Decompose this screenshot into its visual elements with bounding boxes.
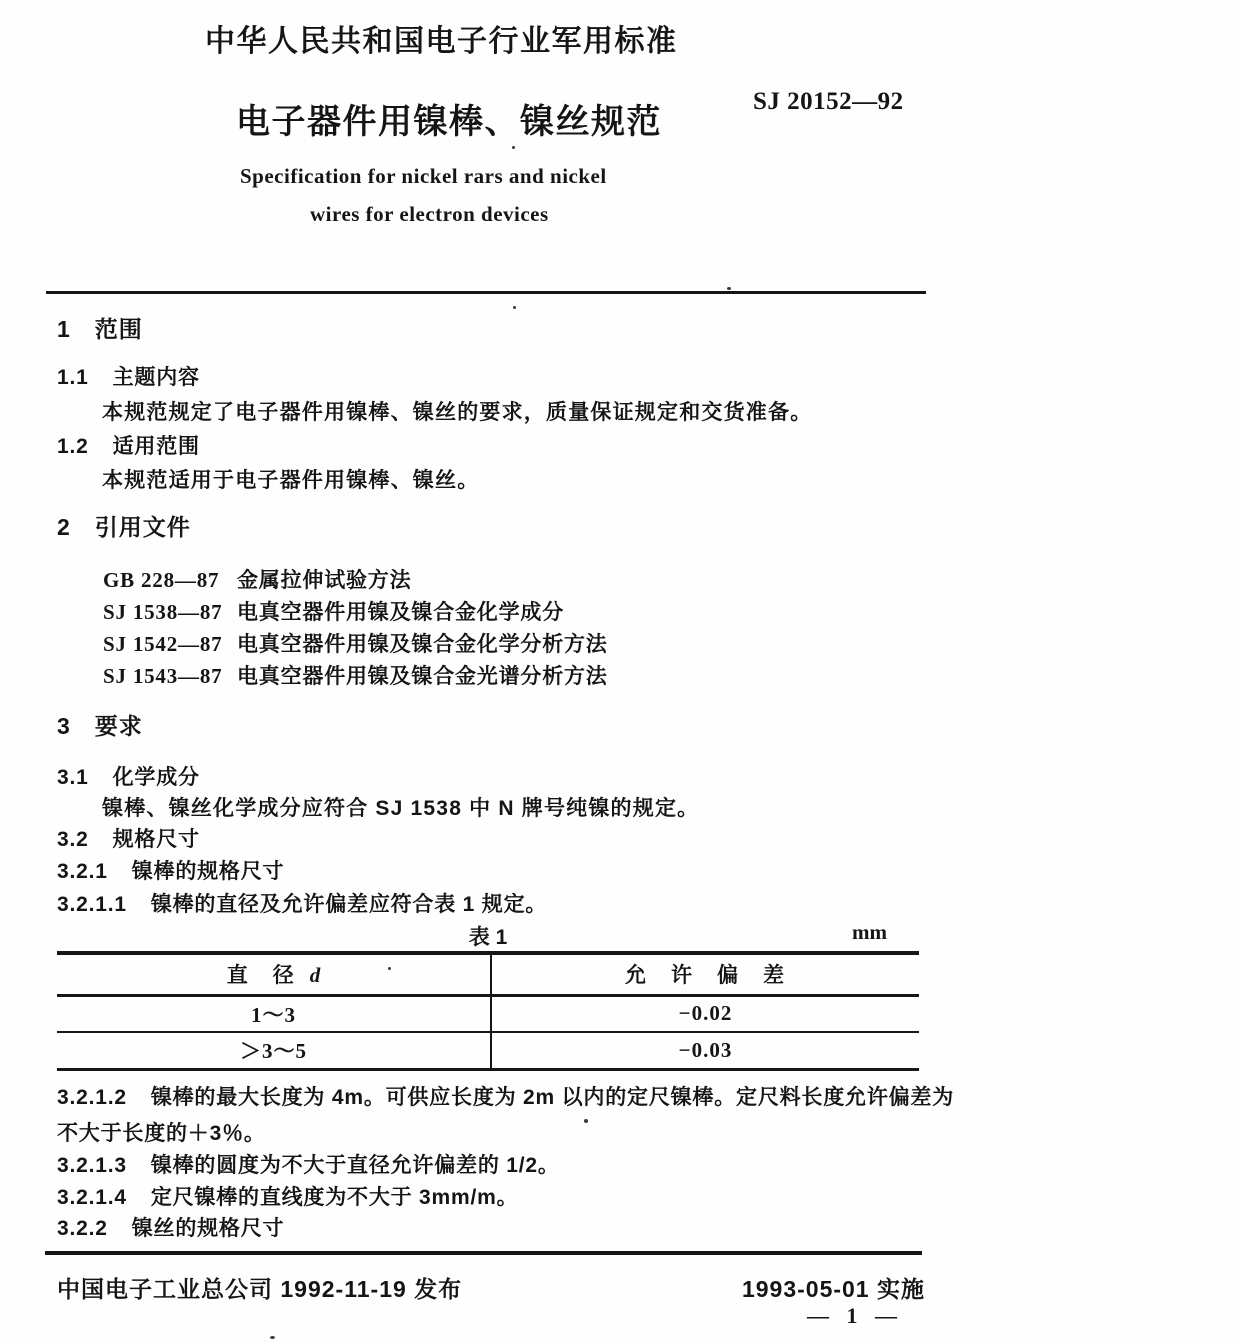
reference-item bbox=[103, 596, 564, 626]
tolerance-cell: −0.03 bbox=[491, 1032, 919, 1069]
reference-code: SJ 1542—87 bbox=[103, 632, 223, 656]
scan-artifact bbox=[727, 287, 731, 290]
section-3-label: 要求 bbox=[94, 713, 143, 739]
table-row bbox=[57, 1032, 919, 1069]
scan-artifact bbox=[513, 306, 516, 309]
scan-artifact bbox=[512, 146, 515, 149]
section-3-number: 3 bbox=[57, 713, 71, 739]
reference-item bbox=[103, 628, 608, 658]
clause-3-2-number: 3.2 bbox=[57, 828, 89, 851]
standard-authority-header: 中华人民共和国电子行业军用标准 bbox=[205, 25, 678, 58]
reference-code: SJ 1538—87 bbox=[103, 600, 223, 624]
clause-3-2-1-2-text-line1: 镍棒的最大长度为 4m。可供应长度为 2m 以内的定尺镍棒。定尺料长度允许偏差为 bbox=[150, 1086, 955, 1109]
reference-title: 电真空器件用镍及镍合金光谱分析方法 bbox=[237, 665, 608, 688]
clause-3-2-2-heading bbox=[57, 1212, 284, 1242]
clause-3-2-1-2-number: 3.2.1.2 bbox=[57, 1086, 127, 1109]
clause-3-2-1-3-heading bbox=[57, 1149, 560, 1179]
clause-3-2-label: 规格尺寸 bbox=[112, 828, 200, 851]
table-1 bbox=[57, 951, 919, 1071]
section-1-number: 1 bbox=[57, 316, 71, 342]
clause-3-2-1-1-heading bbox=[57, 888, 547, 918]
clause-1-2-number: 1.2 bbox=[57, 435, 89, 458]
clause-1-1-paragraph: 本规范规定了电子器件用镍棒、镍丝的要求，质量保证规定和交货准备。 bbox=[102, 401, 813, 424]
clause-1-1-number: 1.1 bbox=[57, 366, 89, 389]
clause-3-1-label: 化学成分 bbox=[112, 766, 200, 789]
section-3-heading bbox=[57, 708, 143, 741]
page-number: — 1 — bbox=[807, 1303, 903, 1328]
clause-3-2-2-number: 3.2.2 bbox=[57, 1217, 108, 1240]
clause-3-2-1-2-line1 bbox=[57, 1081, 954, 1111]
clause-3-2-1-label: 镍棒的规格尺寸 bbox=[131, 860, 285, 883]
clause-3-2-1-1-label: 镍棒的直径及允许偏差应符合表 1 规定。 bbox=[150, 893, 548, 916]
clause-1-1-label: 主题内容 bbox=[112, 366, 200, 389]
clause-3-2-1-4-number: 3.2.1.4 bbox=[57, 1186, 127, 1209]
footer-issue-statement: 中国电子工业总公司 1992-11-19 发布 bbox=[57, 1276, 463, 1302]
clause-1-1-heading bbox=[57, 361, 200, 391]
clause-1-2-paragraph: 本规范适用于电子器件用镍棒、镍丝。 bbox=[102, 469, 480, 492]
table-1-unit: mm bbox=[852, 920, 887, 944]
scan-artifact bbox=[270, 1336, 275, 1339]
table-row bbox=[57, 995, 919, 1032]
reference-title: 金属拉伸试验方法 bbox=[237, 569, 412, 592]
footer-divider-rule bbox=[45, 1251, 922, 1255]
clause-3-2-1-heading bbox=[57, 855, 284, 885]
reference-title: 电真空器件用镍及镍合金化学分析方法 bbox=[237, 633, 608, 656]
section-2-label: 引用文件 bbox=[94, 514, 191, 540]
clause-3-2-1-3-number: 3.2.1.3 bbox=[57, 1154, 127, 1177]
section-1-heading bbox=[57, 311, 143, 344]
clause-3-1-number: 3.1 bbox=[57, 766, 89, 789]
section-1-label: 范围 bbox=[94, 316, 143, 342]
document-title-chinese: 电子器件用镍棒、镍丝规范 bbox=[236, 103, 662, 141]
reference-item bbox=[103, 660, 608, 690]
scan-artifact bbox=[388, 967, 391, 970]
table-1-col1-header bbox=[57, 953, 491, 995]
diameter-header-text: 直 径 bbox=[226, 964, 296, 988]
standard-number: SJ 20152—92 bbox=[753, 88, 904, 115]
clause-3-2-1-4-heading bbox=[57, 1181, 518, 1211]
section-2-number: 2 bbox=[57, 514, 71, 540]
clause-3-2-1-1-number: 3.2.1.1 bbox=[57, 893, 127, 916]
clause-3-2-1-number: 3.2.1 bbox=[57, 860, 108, 883]
diameter-variable-d: d bbox=[309, 963, 321, 988]
clause-1-2-heading bbox=[57, 430, 200, 460]
clause-3-2-1-4-label: 定尺镍棒的直线度为不大于 3mm/m。 bbox=[150, 1186, 519, 1209]
diameter-range-cell: ＞3～5 bbox=[240, 1039, 307, 1064]
clause-3-2-heading bbox=[57, 823, 200, 853]
clause-1-2-label: 适用范围 bbox=[112, 435, 200, 458]
section-2-heading bbox=[57, 509, 191, 542]
clause-3-1-paragraph: 镍棒、镍丝化学成分应符合 SJ 1538 中 N 牌号纯镍的规定。 bbox=[102, 797, 700, 820]
reference-title: 电真空器件用镍及镍合金化学成分 bbox=[237, 601, 564, 624]
reference-item bbox=[103, 564, 411, 594]
table-1-col2-header: 允 许 偏 差 bbox=[491, 953, 919, 995]
table-1-caption: 表 1 bbox=[468, 926, 508, 949]
document-title-english-line1: Specification for nickel rars and nickel bbox=[240, 164, 607, 188]
reference-code: GB 228—87 bbox=[103, 568, 220, 592]
document-title-english-line2: wires for electron devices bbox=[310, 202, 549, 226]
footer-implementation-statement: 1993-05-01 实施 bbox=[741, 1276, 925, 1302]
scan-artifact bbox=[584, 1119, 588, 1123]
clause-3-2-1-3-label: 镍棒的圆度为不大于直径允许偏差的 1/2。 bbox=[150, 1154, 560, 1177]
clause-3-2-2-label: 镍丝的规格尺寸 bbox=[131, 1217, 285, 1240]
masthead-divider-rule bbox=[46, 291, 926, 294]
clause-3-1-heading bbox=[57, 761, 200, 791]
table-1-header-row bbox=[57, 953, 919, 995]
clause-3-2-1-2-line2: 不大于长度的＋3％。 bbox=[57, 1122, 266, 1145]
diameter-range-cell: 1～3 bbox=[251, 1002, 296, 1027]
tolerance-cell: −0.02 bbox=[491, 995, 919, 1032]
reference-code: SJ 1543—87 bbox=[103, 664, 223, 688]
